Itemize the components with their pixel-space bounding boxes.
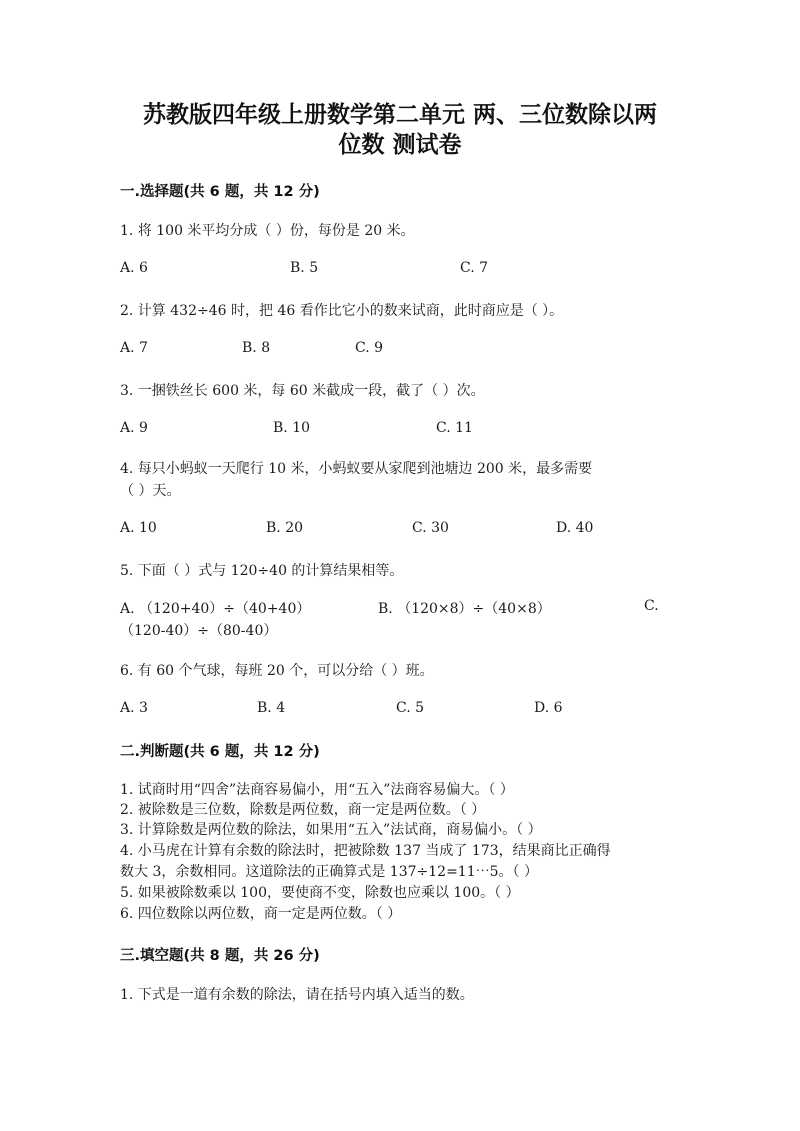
q3-option-c: C. 11: [436, 420, 473, 436]
question-2: 2. 计算 432÷46 时，把 46 看作比它小的数来试商，此时商应是（ ）。: [120, 303, 564, 319]
question-4-line-1: 4. 每只小蚂蚁一天爬行 10 米，小蚂蚁要从家爬到池塘边 200 米，最多需要: [120, 461, 593, 477]
section-heading-choice: 一.选择题(共 6 题，共 12 分): [120, 184, 320, 200]
q5-option-c-continued: （120-40）÷（80-40）: [120, 623, 278, 639]
judge-line-6: 5. 如果被除数乘以 100，要使商不变，除数也应乘以 100。（ ）: [120, 885, 520, 901]
judge-line-4: 4. 小马虎在计算有余数的除法时，把被除数 137 当成了 173，结果商比正确得: [120, 843, 611, 859]
q1-option-c: C. 7: [460, 260, 489, 276]
q4-option-b: B. 20: [266, 520, 304, 536]
q2-option-c: C. 9: [355, 340, 384, 356]
q5-option-c: C.: [644, 598, 659, 614]
q1-option-a: A. 6: [120, 260, 148, 276]
q2-option-a: A. 7: [120, 340, 148, 356]
judge-line-2: 2. 被除数是三位数，除数是两位数，商一定是两位数。（ ）: [120, 802, 486, 818]
q5-option-b: B. （120×8）÷（40×8）: [378, 601, 551, 617]
q5-option-a: A. （120+40）÷（40+40）: [120, 601, 311, 617]
q1-option-b: B. 5: [290, 260, 319, 276]
q6-option-c: C. 5: [396, 700, 425, 716]
q3-option-b: B. 10: [273, 420, 311, 436]
q6-option-d: D. 6: [534, 700, 563, 716]
question-1: 1. 将 100 米平均分成（ ）份，每份是 20 米。: [120, 223, 415, 239]
q2-option-b: B. 8: [242, 340, 271, 356]
section-heading-true-false: 二.判断题(共 6 题，共 12 分): [120, 744, 320, 760]
q6-option-b: B. 4: [257, 700, 286, 716]
question-5: 5. 下面（ ）式与 120÷40 的计算结果相等。: [120, 563, 404, 579]
question-4-line-2: （ ）天。: [120, 483, 181, 499]
judge-line-7: 6. 四位数除以两位数，商一定是两位数。（ ）: [120, 906, 402, 922]
fill-question-1: 1. 下式是一道有余数的除法，请在括号内填入适当的数。: [120, 987, 474, 1003]
question-6: 6. 有 60 个气球，每班 20 个，可以分给（ ）班。: [120, 663, 434, 679]
page-title-line-1: 苏教版四年级上册数学第二单元 两、三位数除以两: [142, 102, 657, 128]
judge-line-3: 3. 计算除数是两位数的除法，如果用“五入”法试商，商易偏小。（ ）: [120, 822, 542, 838]
q3-option-a: A. 9: [120, 420, 148, 436]
section-heading-fill-in: 三.填空题(共 8 题，共 26 分): [120, 948, 320, 964]
page-title-line-2: 位数 测试卷: [338, 132, 462, 158]
question-3: 3. 一捆铁丝长 600 米，每 60 米截成一段，截了（ ）次。: [120, 383, 485, 399]
judge-line-1: 1. 试商时用“四舍”法商容易偏小，用“五入”法商容易偏大。（ ）: [120, 782, 514, 798]
q6-option-a: A. 3: [120, 700, 148, 716]
q4-option-d: D. 40: [556, 520, 594, 536]
q4-option-c: C. 30: [412, 520, 449, 536]
q4-option-a: A. 10: [120, 520, 157, 536]
judge-line-5: 数大 3，余数相同。这道除法的正确算式是 137÷12=11⋯5。（ ）: [120, 864, 538, 880]
